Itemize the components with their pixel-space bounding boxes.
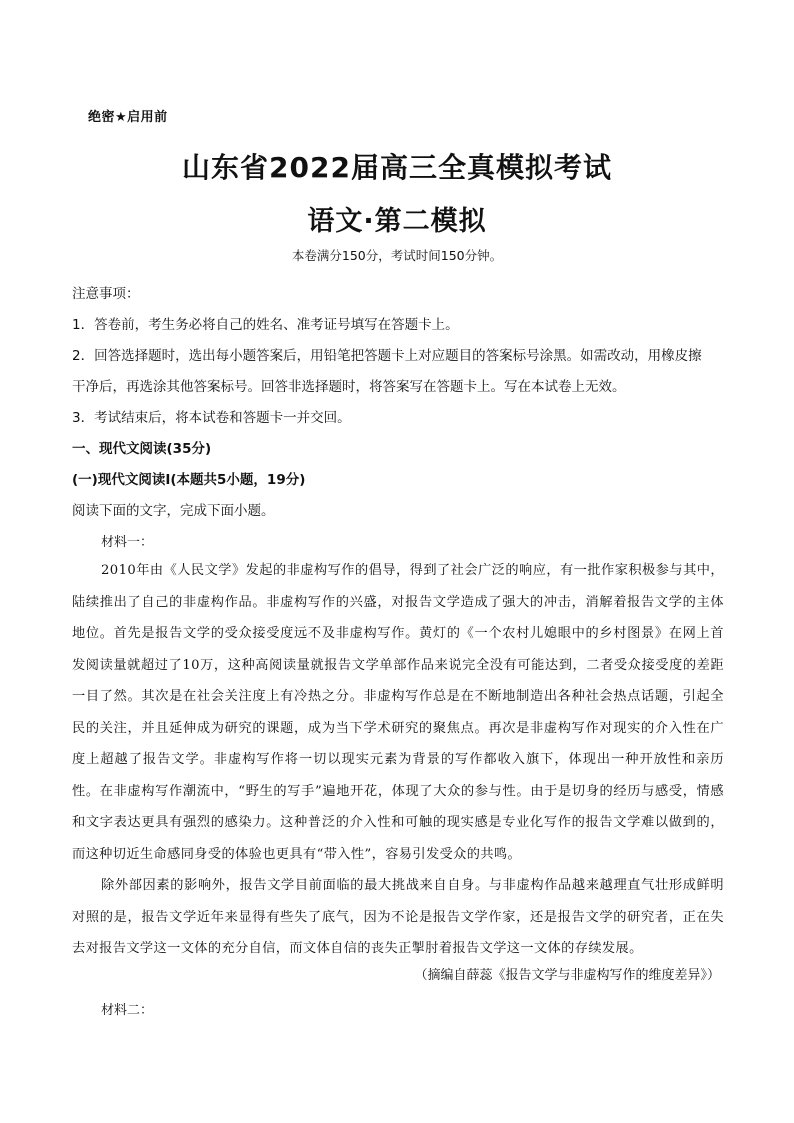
- material-1-citation: （摘编自薛蕊《报告文学与非虚构写作的维度差异》）: [414, 968, 720, 983]
- section-subheading: (一)现代文阅读Ⅰ(本题共5小题，19分): [72, 472, 306, 488]
- instruction-item-2-line-1: 2．回答选择题时，选出每小题答案后，用铅笔把答题卡上对应题目的答案标号涂黑。如需改动，用橡皮擦: [72, 348, 702, 364]
- instruction-item-3: 3．考试结束后，将本试卷和答题卡一并交回。: [72, 410, 351, 426]
- instruction-item-1: 1．答卷前，考生务必将自己的姓名、准考证号填写在答题卡上。: [72, 317, 459, 333]
- material-2-label: 材料二：: [101, 1003, 154, 1018]
- confidential-mark: 绝密★启用前: [88, 110, 168, 125]
- score-time-note: 本卷满分150分，考试时间150分钟。: [291, 248, 503, 263]
- instructions-heading: 注意事项：: [72, 286, 140, 302]
- material-1-paragraph-1: 2010年由《人民文学》发起的非虚构写作的倡导，得到了社会广泛的响应，有一批作家积极参与其中，陆续推出了自己的非虚构作品。非虚构写作的兴盛，对报告文学造成了强大的冲击，消解着报告文学的主体地位。首先是报告文学的受众接受度远不及非虚构写作。黄灯的《一个农村儿媳眼中的乡村图景》在网上首发阅读量就超过了10万，这种高阅读量就报告文学单部作品来说完全没有可能达到，二者受众接受度的差距一目了然。其次是在社会关注度上有冷热之分。非虚构写作总是在不断地制造出各种社会热点话题，引起全民的关注，并且延伸成为研究的课题，成为当下学术研究的聚焦点。再次是非虚构写作对现实的介入性在广度上超越了报告文学。非虚构写作将一切以现实元素为背景的写作都收入旗下，体现出一种开放性和亲历性。在非虚构写作潮流中，“野生的写手”遍地开花，体现了大众的参与性。由于是切身的经历与感受，情感和文字表达更具有强烈的感染力。这种普泛的介入性和可触的现实感是专业化写作的报告文学难以做到的，而这种切近生命感同身受的体验也更具有“带入性”，容易引发受众的共鸣。: [72, 563, 724, 862]
- exam-subtitle: 语文·第二模拟: [307, 206, 487, 237]
- exam-title: 山东省2022届高三全真模拟考试: [182, 151, 612, 184]
- instruction-item-2-line-2: 干净后，再选涂其他答案标号。回答非选择题时，将答案写在答题卡上。写在本试卷上无效。: [72, 379, 626, 395]
- material-1-paragraph-2: 除外部因素的影响外，报告文学目前面临的最大挑战来自自身。与非虚构作品越来越理直气壮形成鲜明对照的是，报告文学近年来显得有些失了底气，因为不论是报告文学作家，还是报告文学的研究者，正在失去对报告文学这一文体的充分自信，而文体自信的丧失正掣肘着报告文学这一文体的存续发展。: [72, 878, 724, 956]
- section-heading: 一、现代文阅读(35分): [72, 441, 212, 457]
- reading-direction: 阅读下面的文字，完成下面小题。: [72, 503, 275, 519]
- material-1-label: 材料一：: [101, 535, 154, 550]
